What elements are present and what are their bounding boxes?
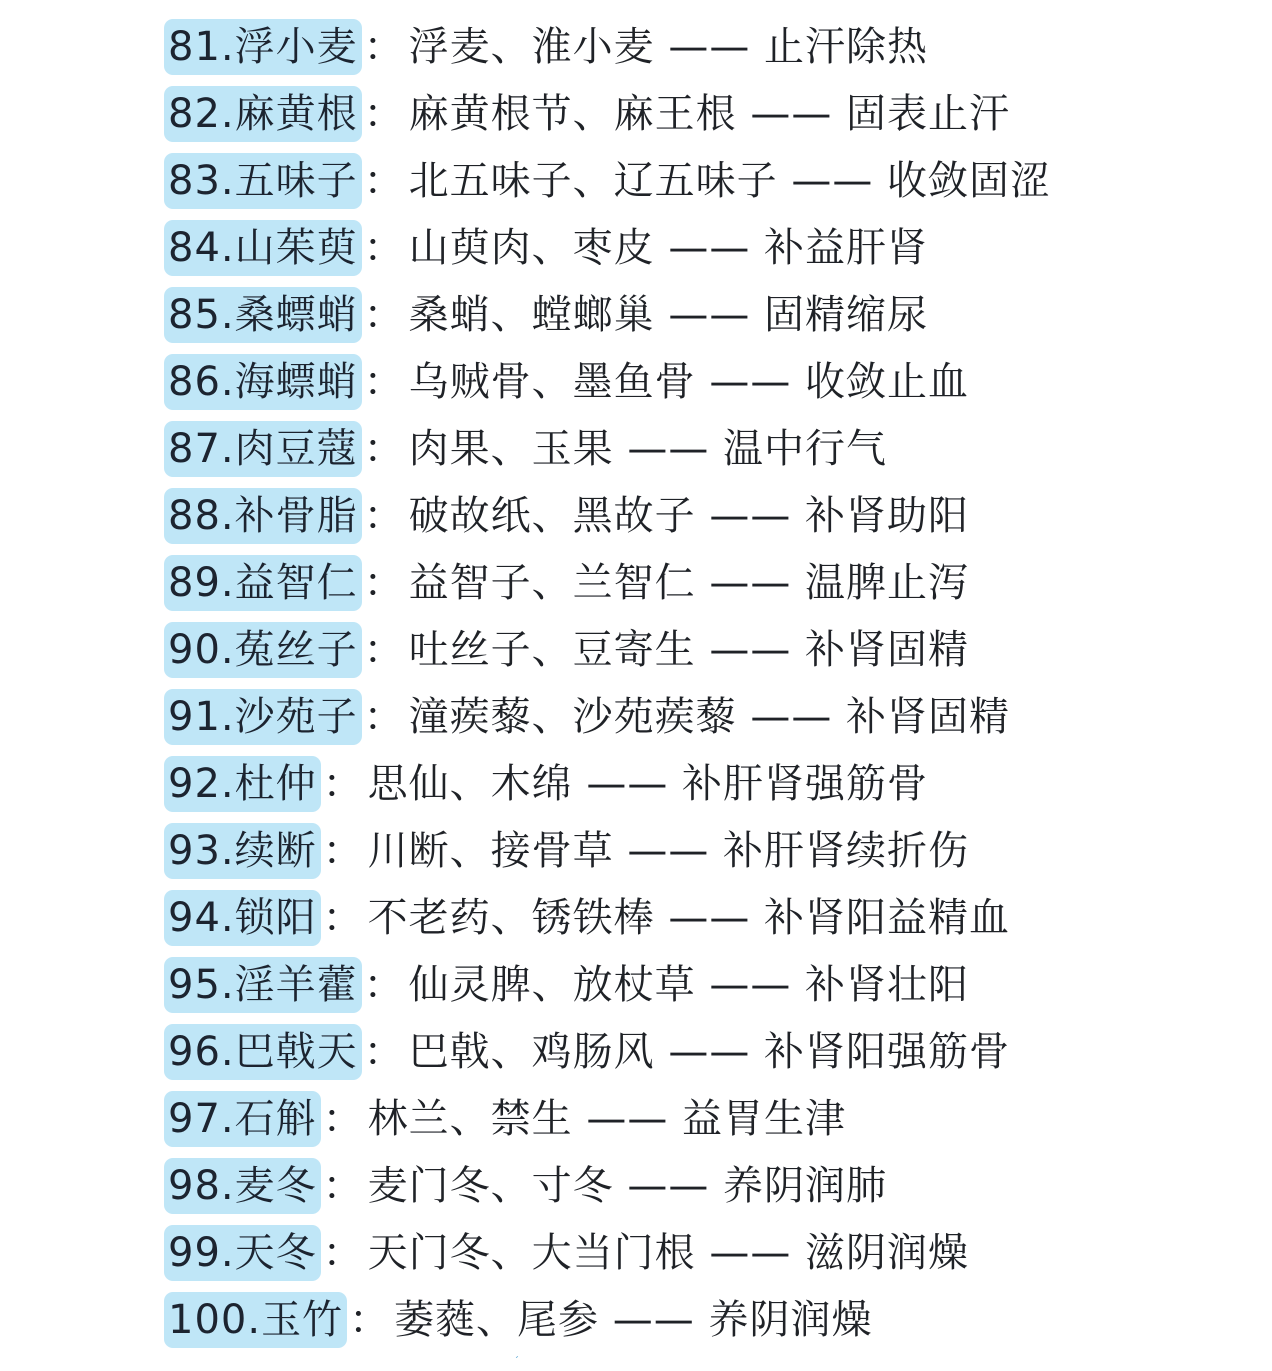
list-item (166, 482, 1256, 549)
colon: ： (322, 1162, 364, 1209)
list-item (166, 348, 1256, 415)
herb-name-highlight: 87.肉豆蔻 (164, 421, 362, 477)
herb-name-highlight: 86.海螵蛸 (164, 354, 362, 410)
herb-name-highlight: 89.益智仁 (164, 555, 362, 611)
herb-alias-effect: 山萸肉、枣皮 —— 补益肝肾 (408, 224, 929, 271)
colon: ： (363, 224, 405, 271)
list-item (166, 281, 1256, 348)
list-item (166, 214, 1256, 281)
herb-alias-effect: 潼蒺藜、沙苑蒺藜 —— 补肾固精 (408, 693, 1011, 740)
colon: ： (322, 894, 364, 941)
herb-name-highlight: 81.浮小麦 (164, 19, 362, 75)
herb-alias-effect: 萎蕤、尾参 —— 养阴润燥 (394, 1296, 873, 1343)
list-item (166, 147, 1256, 214)
colon: ： (363, 23, 405, 70)
herb-name-highlight: 94.锁阳 (164, 890, 321, 946)
list-item (166, 683, 1256, 750)
list-item (166, 750, 1256, 817)
list-item (166, 80, 1256, 147)
herb-alias-effect: 巴戟、鸡肠风 —— 补肾阳强筋骨 (408, 1028, 1011, 1075)
herb-alias-effect: 北五味子、辽五味子 —— 收敛固涩 (408, 157, 1052, 204)
colon: ： (363, 1028, 405, 1075)
herb-name-highlight: 99.天冬 (164, 1225, 321, 1281)
herb-name-highlight: 84.山茱萸 (164, 220, 362, 276)
herb-alias-effect: 仙灵脾、放杖草 —— 补肾壮阳 (408, 961, 970, 1008)
colon: ： (363, 693, 405, 740)
list-item (166, 549, 1256, 616)
colon: ： (322, 1095, 364, 1142)
list-item (166, 951, 1256, 1018)
herb-name-highlight: 95.淫羊藿 (164, 957, 362, 1013)
colon: ： (363, 291, 405, 338)
list-item (166, 1018, 1256, 1085)
colon: ： (363, 157, 405, 204)
herb-alias-effect: 不老药、锈铁棒 —— 补肾阳益精血 (367, 894, 1011, 941)
list-item (166, 13, 1256, 80)
herb-name-highlight: 88.补骨脂 (164, 488, 362, 544)
colon: ： (363, 492, 405, 539)
list-item (166, 817, 1256, 884)
herb-alias-effect: 思仙、木绵 —— 补肝肾强筋骨 (367, 760, 929, 807)
herb-alias-effect: 乌贼骨、墨鱼骨 —— 收敛止血 (408, 358, 970, 405)
herb-alias-effect: 肉果、玉果 —— 温中行气 (408, 425, 888, 472)
herb-alias-effect: 吐丝子、豆寄生 —— 补肾固精 (408, 626, 970, 673)
footer-tick-icon: ˊ (514, 1356, 519, 1367)
herb-name-highlight: 91.沙苑子 (164, 689, 362, 745)
herb-name-highlight: 85.桑螵蛸 (164, 287, 362, 343)
colon: ： (363, 425, 405, 472)
herb-name-highlight: 98.麦冬 (164, 1158, 321, 1214)
herb-alias-effect: 浮麦、淮小麦 —— 止汗除热 (408, 23, 929, 70)
colon: ： (363, 559, 405, 606)
colon: ： (363, 90, 405, 137)
colon: ： (363, 358, 405, 405)
herb-alias-effect: 桑蛸、螳螂巢 —— 固精缩尿 (408, 291, 929, 338)
herb-alias-list (166, 13, 1256, 1353)
herb-alias-effect: 益智子、兰智仁 —— 温脾止泻 (408, 559, 970, 606)
herb-name-highlight: 82.麻黄根 (164, 86, 362, 142)
list-item (166, 415, 1256, 482)
colon: ： (363, 626, 405, 673)
colon: ： (363, 961, 405, 1008)
colon: ： (322, 827, 364, 874)
colon: ： (349, 1296, 391, 1343)
herb-name-highlight: 83.五味子 (164, 153, 362, 209)
herb-alias-effect: 林兰、禁生 —— 益胃生津 (367, 1095, 847, 1142)
herb-name-highlight: 97.石斛 (164, 1091, 321, 1147)
herb-name-highlight: 90.菟丝子 (164, 622, 362, 678)
herb-alias-effect: 天门冬、大当门根 —— 滋阴润燥 (367, 1229, 970, 1276)
list-item (166, 1085, 1256, 1152)
colon: ： (322, 760, 364, 807)
herb-alias-effect: 川断、接骨草 —— 补肝肾续折伤 (367, 827, 970, 874)
list-item (166, 884, 1256, 951)
herb-alias-effect: 破故纸、黑故子 —— 补肾助阳 (408, 492, 970, 539)
list-item (166, 1286, 1256, 1353)
herb-name-highlight: 92.杜仲 (164, 756, 321, 812)
list-item (166, 1152, 1256, 1219)
herb-name-highlight: 93.续断 (164, 823, 321, 879)
colon: ： (322, 1229, 364, 1276)
list-item (166, 616, 1256, 683)
herb-alias-effect: 麦门冬、寸冬 —— 养阴润肺 (367, 1162, 888, 1209)
herb-name-highlight: 96.巴戟天 (164, 1024, 362, 1080)
list-item (166, 1219, 1256, 1286)
herb-alias-effect: 麻黄根节、麻王根 —— 固表止汗 (408, 90, 1011, 137)
herb-name-highlight: 100.玉竹 (164, 1292, 347, 1348)
